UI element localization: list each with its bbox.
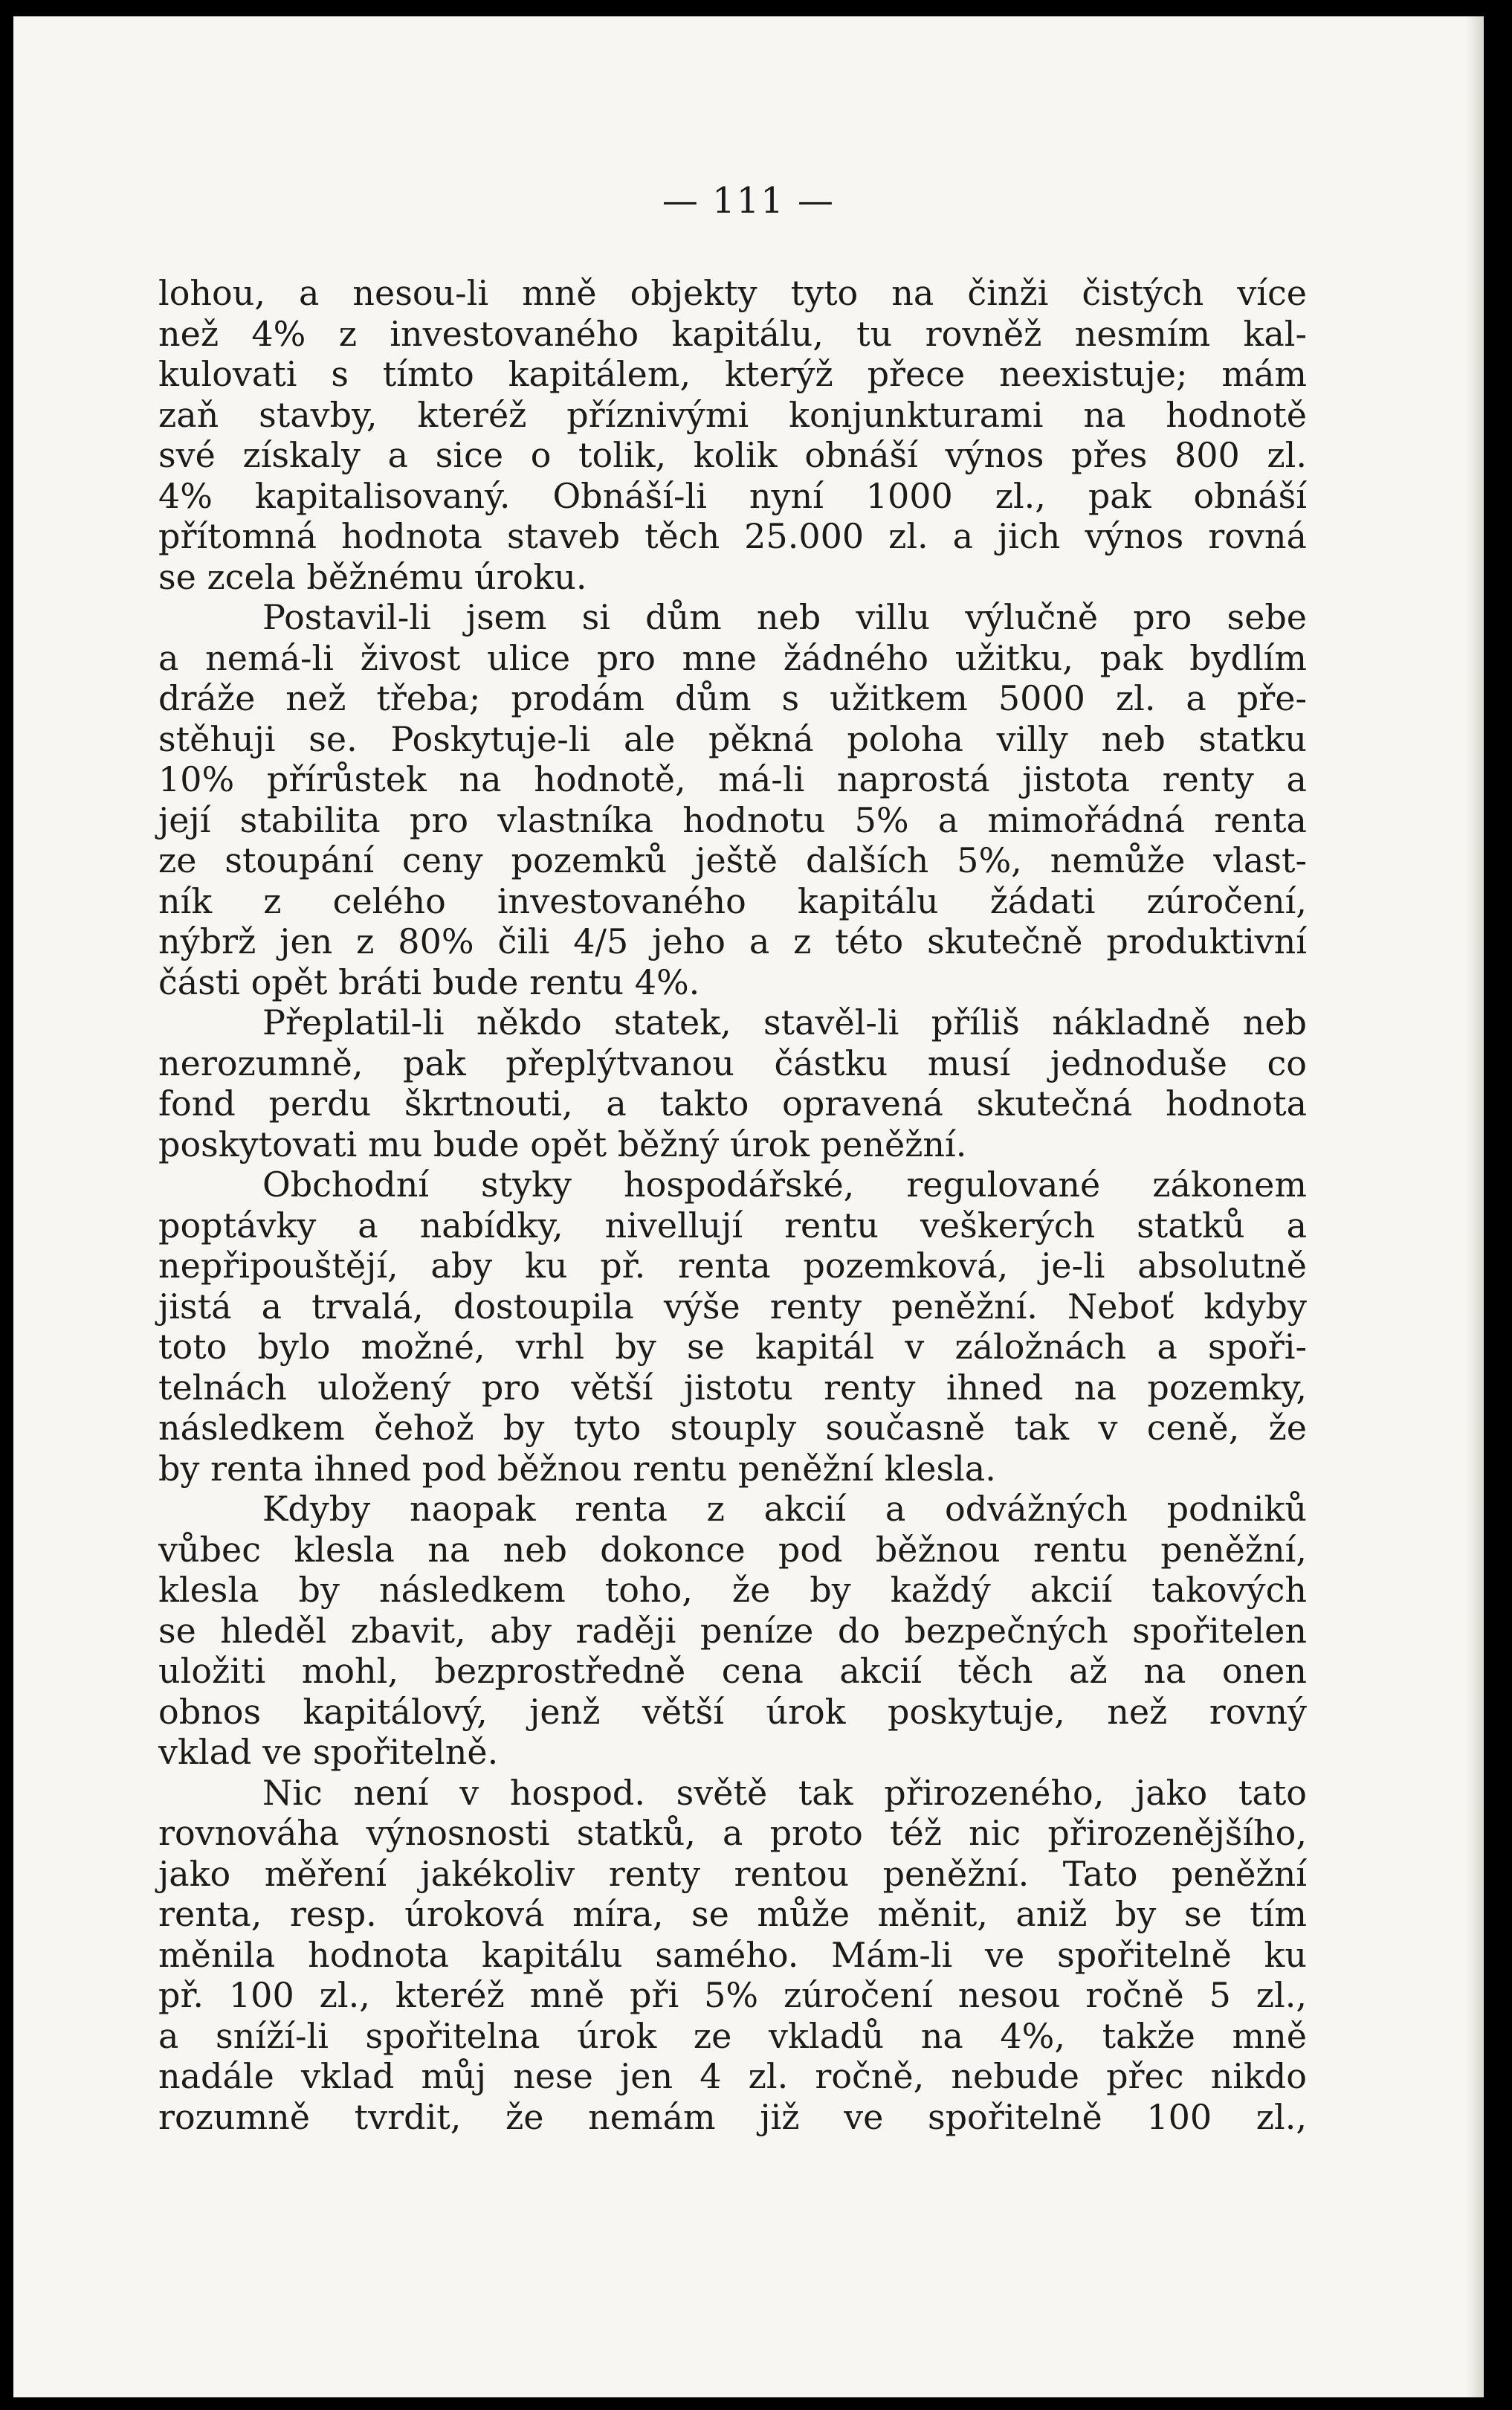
text-line: dráže než třeba; prodám dům s užitkem 5000 zl. a pře- — [158, 678, 1307, 718]
text-line: než 4% z investovaného kapitálu, tu rovněž nesmím kal- — [158, 313, 1307, 354]
text-line: Obchodní styky hospodářské, regulované zákonem — [262, 1164, 1307, 1205]
paragraph-3 — [158, 1002, 1307, 1164]
text-line: jako měření jakékoliv renty rentou peněžní. Tato peněžní — [158, 1853, 1307, 1894]
text-line: kulovati s tímto kapitálem, kterýž přece neexistuje; mám — [158, 354, 1307, 394]
text-line: zaň stavby, kteréž příznivými konjunkturami na hodnotě — [158, 394, 1307, 435]
paragraph-4 — [158, 1164, 1307, 1489]
text-line: 10% přírůstek na hodnotě, má-li naprostá jistota renty a — [158, 759, 1307, 799]
text-line: nadále vklad můj nese jen 4 zl. ročně, nebude přec nikdo — [158, 2056, 1307, 2096]
text-line: poptávky a nabídky, nivellují rentu veškerých statků a — [158, 1205, 1307, 1246]
text-line: telnách uložený pro větší jistotu renty ihned na pozemky, — [158, 1367, 1307, 1408]
text-line: Postavil-li jsem si dům neb villu výlučně pro sebe — [262, 597, 1307, 637]
text-line: fond perdu škrtnouti, a takto opravená skutečná hodnota — [158, 1083, 1307, 1124]
paragraph-1 — [158, 273, 1307, 597]
text-line: rozumně tvrdit, že nemám již ve spořitelně 100 zl., — [158, 2096, 1307, 2137]
paragraph-6 — [158, 1773, 1307, 2138]
text-line: ze stoupání ceny pozemků ještě dalších 5%, nemůže vlast- — [158, 840, 1307, 880]
text-line: by renta ihned pod běžnou rentu peněžní klesla. — [158, 1448, 996, 1489]
text-line: poskytovati mu bude opět běžný úrok peněžní. — [158, 1124, 967, 1164]
text-line: se hleděl zbavit, aby raději peníze do bezpečných spořitelen — [158, 1610, 1307, 1651]
paragraph-2 — [158, 597, 1307, 1002]
body-text — [158, 273, 1307, 2137]
page-edge-shadow — [1466, 16, 1484, 2397]
text-line: renta, resp. úroková míra, se může měnit, aniž by se tím — [158, 1894, 1307, 1934]
text-line: obnos kapitálový, jenž větší úrok poskytuje, než rovný — [158, 1691, 1307, 1732]
text-line: Přeplatil-li někdo statek, stavěl-li příliš nákladně neb — [262, 1002, 1307, 1043]
text-line: a sníží-li spořitelna úrok ze vkladů na 4%, takže mně — [158, 2015, 1307, 2056]
text-line: stěhuji se. Poskytuje-li ale pěkná poloha villy neb statku — [158, 718, 1307, 759]
text-line: vklad ve spořitelně. — [158, 1732, 499, 1772]
text-line: uložiti mohl, bezprostředně cena akcií těch až na onen — [158, 1651, 1307, 1691]
text-line: nepřipouštějí, aby ku př. renta pozemková, je-li absolutně — [158, 1246, 1307, 1286]
text-line: části opět bráti bude rentu 4%. — [158, 961, 700, 1002]
book-page — [13, 16, 1484, 2397]
text-line: následkem čehož by tyto stouply současně tak v ceně, že — [158, 1408, 1307, 1448]
paragraph-5 — [158, 1489, 1307, 1773]
text-line: rovnováha výnosnosti statků, a proto též nic přirozenějšího, — [158, 1813, 1307, 1853]
text-line: její stabilita pro vlastníka hodnotu 5% a mimořádná renta — [158, 799, 1307, 840]
text-line: klesla by následkem toho, že by každý akcií takových — [158, 1570, 1307, 1610]
text-line: nýbrž jen z 80% čili 4/5 jeho a z této skutečně produktivní — [158, 921, 1307, 961]
text-line: Kdyby naopak renta z akcií a odvážných podniků — [262, 1489, 1307, 1529]
text-line: ník z celého investovaného kapitálu žádati zúročení, — [158, 880, 1307, 921]
text-line: své získaly a sice o tolik, kolik obnáší výnos přes 800 zl. — [158, 435, 1307, 475]
text-line: se zcela běžnému úroku. — [158, 556, 587, 597]
text-line: přítomná hodnota staveb těch 25.000 zl. a jich výnos rovná — [158, 516, 1307, 556]
page-number: — 111 — — [662, 180, 836, 222]
text-line: jistá a trvalá, dostoupila výše renty peněžní. Neboť kdyby — [158, 1286, 1307, 1327]
text-line: lohou, a nesou-li mně objekty tyto na činži čistých více — [158, 273, 1307, 313]
text-line: př. 100 zl., kteréž mně při 5% zúročení nesou ročně 5 zl., — [158, 1975, 1307, 2015]
text-line: vůbec klesla na neb dokonce pod běžnou rentu peněžní, — [158, 1529, 1307, 1570]
text-line: toto bylo možné, vrhl by se kapitál v záložnách a spoři- — [158, 1327, 1307, 1367]
text-line: 4% kapitalisovaný. Obnáší-li nyní 1000 zl., pak obnáší — [158, 475, 1307, 516]
text-line: měnila hodnota kapitálu samého. Mám-li ve spořitelně ku — [158, 1934, 1307, 1975]
text-line: nerozumně, pak přeplýtvanou částku musí jednoduše co — [158, 1043, 1307, 1083]
text-line: Nic není v hospod. světě tak přirozeného, jako tato — [262, 1772, 1307, 1813]
text-line: a nemá-li živost ulice pro mne žádného užitku, pak bydlím — [158, 637, 1307, 678]
